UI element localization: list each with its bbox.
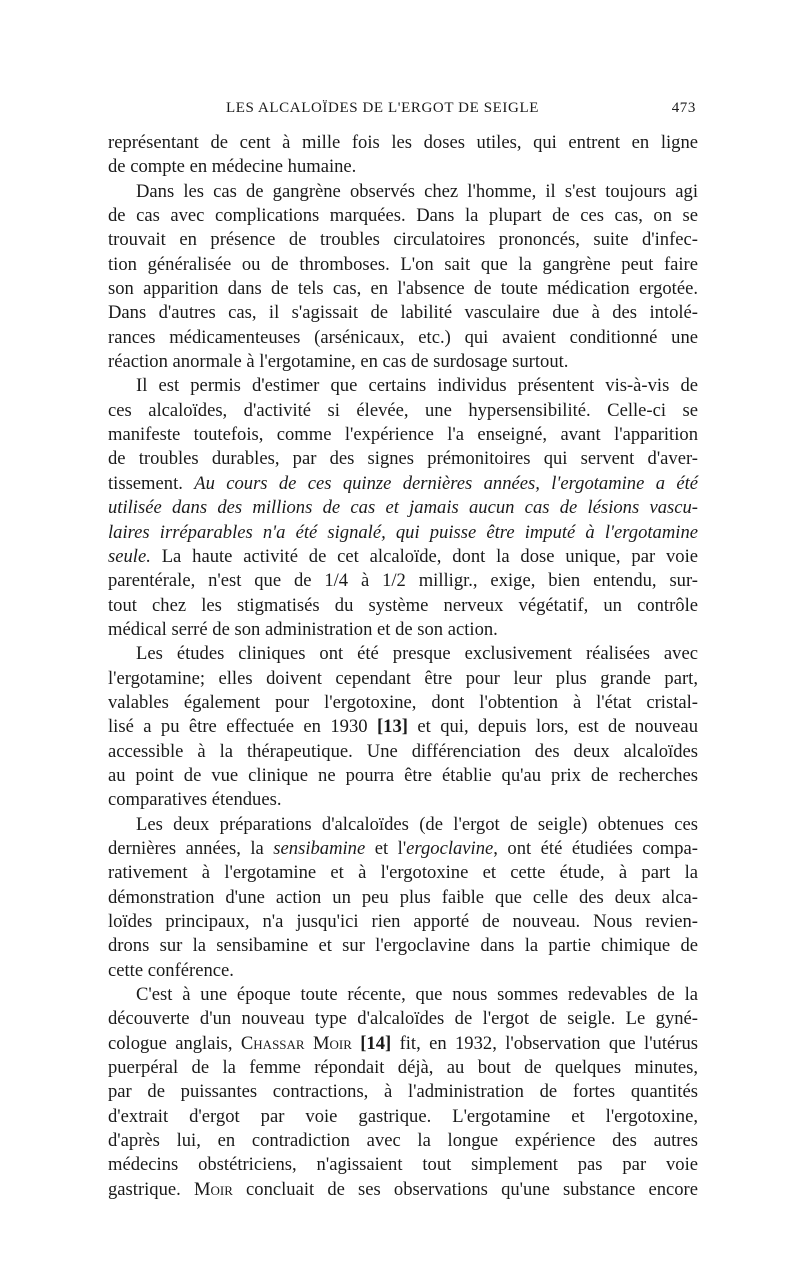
- text-line: l'ergotamine; elles doivent cependant être pour leur plus grande part,: [108, 667, 698, 689]
- text-line: tion généralisée ou de thromboses. L'on sait que la gangrène peut faire: [108, 253, 698, 275]
- text-line: Dans les cas de gangrène observés chez l'homme, il s'est toujours agi: [136, 180, 698, 202]
- term-ergoclavine: ergoclavine: [406, 837, 494, 859]
- text-line: de troubles durables, par des signes prémonitoires qui servent d'aver-: [108, 448, 698, 470]
- text-line: [108, 472, 698, 496]
- text-line: par de puissantes contractions, à l'administration de fortes quantités: [108, 1081, 698, 1103]
- text-line: puerpéral de la femme répondait déjà, au bout de quelques minutes,: [108, 1057, 698, 1079]
- text-line: de compte en médecine humaine.: [108, 156, 357, 178]
- italic-statement: seule.: [108, 545, 151, 567]
- text-line: [108, 837, 698, 861]
- text-line: démonstration d'une action un peu plus faible que celle des deux alca-: [108, 886, 698, 908]
- text-line: manifeste toutefois, comme l'expérience l'a enseigné, avant l'apparition: [108, 424, 698, 446]
- text-segment: concluait de ses observations qu'une substance encore: [246, 1178, 698, 1200]
- text-line: Les deux préparations d'alcaloïdes (de l'ergot de seigle) obtenues ces: [136, 813, 698, 835]
- text-line: drons sur la sensibamine et sur l'ergoclavine dans la partie chimique de: [108, 935, 698, 957]
- term-sensibamine: sensibamine: [273, 837, 366, 859]
- text-line: loïdes principaux, n'a jusqu'ici rien apporté de nouveau. Nous revien-: [108, 911, 698, 932]
- text-line: trouvait en présence de troubles circulatoires prononcés, suite d'infec-: [108, 229, 698, 251]
- text-line: de cas avec complications marquées. Dans la plupart de ces cas, on se: [108, 205, 698, 227]
- text-segment: et l': [374, 837, 407, 859]
- text-segment: cologue anglais,: [108, 1032, 233, 1054]
- text-line: valables également pour l'ergotoxine, dont l'obtention à l'état cristal-: [108, 691, 698, 713]
- paragraph-5: [108, 813, 698, 983]
- italic-statement: utilisée dans des millions de cas et jamais aucun cas de lésions vascu-: [108, 497, 698, 519]
- text-line: [108, 496, 698, 520]
- text-line: son apparition dans de tels cas, en l'absence de toute médication ergotée.: [108, 278, 698, 300]
- text-line: réaction anormale à l'ergotamine, en cas de surdosage surtout.: [108, 351, 569, 373]
- text-line: médical serré de son administration et de son action.: [108, 618, 498, 640]
- page-number: 473: [671, 100, 696, 116]
- citation-ref-14: [14]: [360, 1032, 392, 1054]
- text-line: [108, 1178, 698, 1202]
- text-line: ces alcaloïdes, d'activité si élevée, une hypersensibilité. Celle-ci se: [108, 399, 698, 421]
- running-title: LES ALCALOÏDES DE L'ERGOT DE SEIGLE: [226, 100, 539, 116]
- paragraph-1: [108, 131, 698, 180]
- text-line: rances médicamenteuses (arsénicaux, etc.) qui avaient conditionné une: [108, 326, 698, 348]
- text-line: rativement à l'ergotamine et à l'ergotoxine et cette étude, à part la: [108, 862, 698, 884]
- text-line: cette conférence.: [108, 959, 234, 981]
- paragraph-6: [108, 983, 698, 1202]
- text-segment: fit, en 1932, l'observation que l'utérus: [399, 1032, 698, 1054]
- text-line: parentérale, n'est que de 1/4 à 1/2 milligr., exige, bien entendu, sur-: [108, 570, 698, 592]
- text-segment: , ont été étudiées compa-: [493, 837, 698, 859]
- text-line: tout chez les stigmatisés du système nerveux végétatif, un contrôle: [108, 594, 698, 616]
- text-line: d'après lui, en contradiction avec la longue expérience des autres: [108, 1130, 698, 1152]
- text-line: C'est à une époque toute récente, que nous sommes redevables de la: [136, 984, 698, 1006]
- text-segment: gastrique.: [108, 1178, 181, 1200]
- text-line: Dans d'autres cas, il s'agissait de labilité vasculaire due à des intolé-: [108, 302, 698, 324]
- author-name: Moir: [193, 1178, 233, 1200]
- text-line: [108, 545, 698, 569]
- text-line: au point de vue clinique ne pourra être établie qu'au prix de recherches: [108, 764, 698, 786]
- text-line: Il est permis d'estimer que certains individus présentent vis-à-vis de: [136, 375, 698, 397]
- paragraph-3: [108, 374, 698, 642]
- text-line: [108, 715, 698, 739]
- text-line: d'extrait d'ergot par voie gastrique. L'ergotamine et l'ergotoxine,: [108, 1105, 698, 1127]
- text-line: Les études cliniques ont été presque exclusivement réalisées avec: [136, 643, 698, 665]
- running-header: [108, 100, 696, 124]
- text-segment: et qui, depuis lors, est de nouveau: [417, 716, 698, 738]
- body-text: [108, 131, 698, 1202]
- italic-statement: Au cours de ces quinze dernières années, l'ergotamine a été: [194, 472, 698, 494]
- paragraph-4: [108, 642, 698, 812]
- citation-ref-13: [13]: [376, 716, 408, 738]
- text-line: médecins obstétriciens, n'agissaient tout simplement pas par voie: [108, 1154, 698, 1176]
- text-line: comparatives étendues.: [108, 789, 282, 811]
- text-line: [108, 521, 698, 545]
- italic-statement: laires irréparables n'a été signalé, qui puisse être imputé à l'ergotamine: [108, 521, 698, 543]
- text-line: découverte d'un nouveau type d'alcaloïdes de l'ergot de seigle. Le gyné-: [108, 1008, 698, 1030]
- author-name: Chassar Moir: [240, 1032, 352, 1054]
- text-segment: dernières années, la: [108, 837, 264, 859]
- text-segment: La haute activité de cet alcaloïde, dont la dose unique, par voie: [161, 545, 698, 567]
- paragraph-2: [108, 180, 698, 375]
- text-segment: tissement.: [108, 472, 183, 494]
- text-line: accessible à la thérapeutique. Une différenciation des deux alcaloïdes: [108, 740, 698, 762]
- text-line: représentant de cent à mille fois les doses utiles, qui entrent en ligne: [108, 132, 698, 153]
- text-segment: lisé a pu être effectuée en 1930: [108, 716, 368, 738]
- text-line: [108, 1032, 698, 1056]
